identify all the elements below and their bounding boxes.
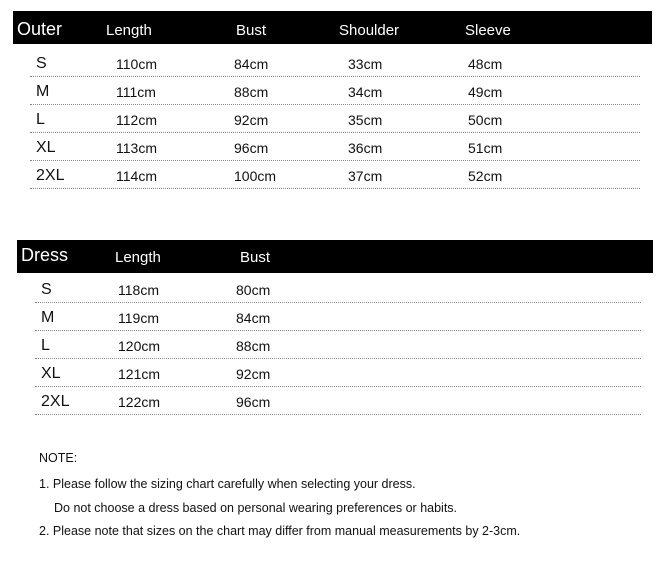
outer-cell-bust: 84cm — [234, 56, 269, 72]
dress-row-size-label: 2XL — [41, 393, 70, 410]
outer-cell-length: 111cm — [116, 84, 156, 100]
outer-row-size-label: L — [36, 111, 45, 128]
outer-cell-length: 113cm — [116, 140, 157, 156]
dress-cell-length: 119cm — [118, 310, 159, 326]
outer-cell-shoulder: 33cm — [348, 56, 383, 72]
outer-cell-shoulder: 36cm — [348, 140, 383, 156]
notes-heading: NOTE: — [39, 451, 78, 465]
outer-table-title: Outer — [17, 19, 63, 39]
outer-cell-length: 114cm — [116, 168, 157, 184]
dress-row-size-label: S — [41, 281, 52, 298]
outer-cell-bust: 96cm — [234, 140, 269, 156]
outer-row-size-label: S — [36, 55, 47, 72]
outer-row-divider — [30, 104, 640, 105]
outer-row-divider — [30, 132, 640, 133]
outer-row-size-label: 2XL — [36, 167, 65, 184]
dress-column-header-length: Length — [115, 249, 161, 266]
outer-cell-length: 110cm — [116, 56, 157, 72]
outer-cell-bust: 92cm — [234, 112, 269, 128]
dress-cell-length: 120cm — [118, 338, 161, 354]
dress-row-divider — [35, 330, 641, 331]
dress-row-size-label: L — [41, 337, 50, 354]
dress-cell-length: 121cm — [118, 366, 161, 382]
outer-cell-sleeve: 49cm — [468, 84, 503, 100]
outer-cell-sleeve: 48cm — [468, 56, 503, 72]
outer-row-size-label: XL — [36, 139, 56, 156]
dress-row-divider — [35, 414, 641, 415]
dress-row-divider — [35, 358, 641, 359]
dress-row-divider — [35, 302, 641, 303]
outer-cell-bust: 100cm — [234, 168, 277, 184]
dress-row-size-label: XL — [41, 365, 61, 382]
dress-column-header-bust: Bust — [240, 249, 271, 266]
outer-cell-bust: 88cm — [234, 84, 269, 100]
outer-row-size-label: M — [36, 83, 50, 100]
dress-cell-bust: 92cm — [236, 366, 271, 382]
note-line-1: 1. Please follow the sizing chart carefully when selecting your dress. — [39, 477, 416, 491]
dress-cell-bust: 96cm — [236, 394, 271, 410]
dress-table-title: Dress — [21, 245, 69, 265]
dress-row-size-label: M — [41, 309, 55, 326]
outer-cell-length: 112cm — [116, 112, 157, 128]
dress-cell-length: 118cm — [118, 282, 159, 298]
note-line-1-continued: Do not choose a dress based on personal wearing preferences or habits. — [54, 501, 458, 515]
outer-cell-shoulder: 34cm — [348, 84, 383, 100]
dress-row-divider — [35, 386, 641, 387]
dress-cell-bust: 88cm — [236, 338, 271, 354]
outer-cell-sleeve: 51cm — [468, 140, 503, 156]
dress-cell-length: 122cm — [118, 394, 161, 410]
outer-row-divider — [30, 160, 640, 161]
dress-header-bar — [17, 240, 653, 273]
outer-cell-shoulder: 35cm — [348, 112, 383, 128]
dress-cell-bust: 80cm — [236, 282, 271, 298]
outer-column-header-shoulder: Shoulder — [339, 22, 400, 39]
outer-column-header-sleeve: Sleeve — [465, 22, 511, 39]
outer-cell-sleeve: 52cm — [468, 168, 503, 184]
outer-column-header-bust: Bust — [236, 22, 267, 39]
outer-cell-sleeve: 50cm — [468, 112, 503, 128]
outer-column-header-length: Length — [106, 22, 152, 39]
note-line-2: 2. Please note that sizes on the chart may differ from manual measurements by 2-3cm. — [39, 524, 521, 538]
outer-row-divider — [30, 76, 640, 77]
outer-cell-shoulder: 37cm — [348, 168, 383, 184]
dress-cell-bust: 84cm — [236, 310, 271, 326]
outer-row-divider — [30, 188, 640, 189]
